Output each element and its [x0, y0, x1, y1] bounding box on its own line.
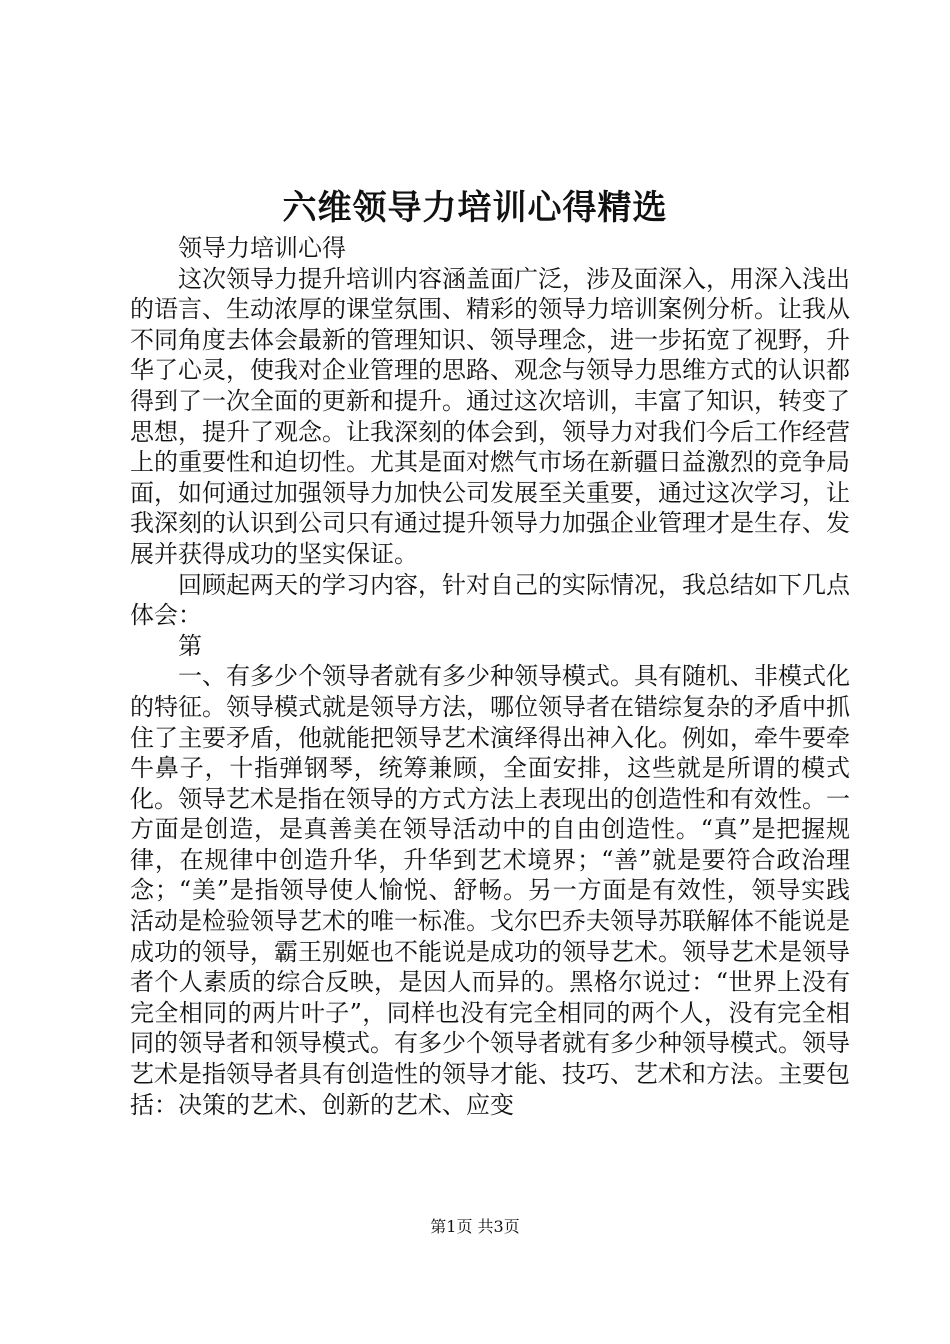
document-title: 六维领导力培训心得精选	[282, 188, 668, 228]
paragraph-subtitle: 领导力培训心得	[178, 234, 346, 262]
paragraph: 这次领导力提升培训内容涵盖面广泛，涉及面深入，用深入浅出的语言、生动浓厚的课堂氛围、精彩的领导力培训案例分析。让我从不同角度去体会最新的管理知识、领导理念，进一步拓宽了视野，升华了心灵，使我对企业管理的思路、观念与领导力思维方式的认识都得到了一次全面的更新和提升。通过这次培训，丰富了知识，转变了思想，提升了观念。让我深刻的体会到，领导力对我们今后工作经营上的重要性和迫切性。尤其是面对燃气市场在新疆日益激烈的竞争局面，如何通过加强领导力加快公司发展至关重要，通过这次学习，让我深刻的认识到公司只有通过提升领导力加强企业管理才是生存、发展并获得成功的坚实保证。	[130, 264, 850, 568]
paragraph: 一、有多少个领导者就有多少种领导模式。具有随机、非模式化的特征。领导模式就是领导方法，哪位领导者在错综复杂的矛盾中抓住了主要矛盾，他就能把领导艺术演绎得出神入化。例如，牵牛要牵牛鼻子，十指弹钢琴，统筹兼顾，全面安排，这些就是所谓的模式化。领导艺术是指在领导的方式方法上表现出的创造性和有效性。一方面是创造，是真善美在领导活动中的自由创造性。“真”是把握规律，在规律中创造升华，升华到艺术境界；“善”就是要符合政治理念；“美”是指领导使人愉悦、舒畅。另一方面是有效性，领导实践活动是检验领导艺术的唯一标准。戈尔巴乔夫领导苏联解体不能说是成功的领导，霸王别姬也不能说是成功的领导艺术。领导艺术是领导者个人素质的综合反映，是因人而异的。黑格尔说过：“世界上没有完全相同的两片叶子”，同样也没有完全相同的两个人，没有完全相同的领导者和领导模式。有多少个领导者就有多少种领导模式。领导艺术是指领导者具有创造性的领导才能、技巧、艺术和方法。主要包括：决策的艺术、创新的艺术、应变	[130, 662, 850, 1119]
paragraph: 第	[178, 631, 202, 660]
paragraph: 回顾起两天的学习内容，针对自己的实际情况，我总结如下几点体会：	[130, 570, 850, 630]
page-footer: 第1页 共3页	[430, 1217, 520, 1236]
document-body	[130, 233, 850, 1120]
